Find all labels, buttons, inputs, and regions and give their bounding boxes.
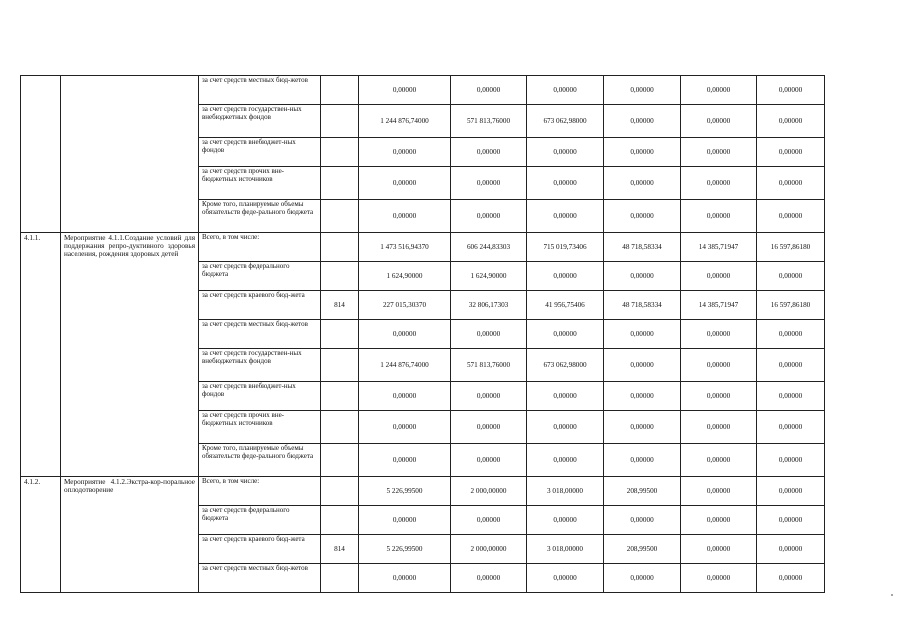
amount-cell-4: 0,00000 (604, 444, 681, 477)
amount-cell-5: 0,00000 (681, 564, 757, 593)
funding-source-cell: за счет средств местных бюд-жетов (199, 76, 321, 105)
amount-cell-2: 571 813,76000 (451, 105, 527, 138)
amount-cell-2: 32 806,17303 (451, 291, 527, 320)
amount-cell-2: 0,00000 (451, 76, 527, 105)
budget-code-cell (321, 262, 359, 291)
amount-cell-1: 1 624,90000 (359, 262, 451, 291)
amount-cell-5: 0,00000 (681, 411, 757, 444)
amount-cell-5: 0,00000 (681, 262, 757, 291)
funding-source-cell: за счет средств местных бюд-жетов (199, 320, 321, 349)
amount-cell-3: 0,00000 (527, 138, 604, 167)
amount-cell-4: 0,00000 (604, 382, 681, 411)
amount-cell-4: 0,00000 (604, 262, 681, 291)
amount-cell-1: 1 244 876,74000 (359, 105, 451, 138)
funding-source-cell: за счет средств краевого бюд-жета (199, 291, 321, 320)
amount-cell-5: 0,00000 (681, 506, 757, 535)
amount-cell-4: 0,00000 (604, 506, 681, 535)
amount-cell-5: 14 385,71947 (681, 233, 757, 262)
measure-index-cell: 4.1.1. (21, 233, 61, 477)
amount-cell-1: 0,00000 (359, 138, 451, 167)
amount-cell-4: 208,99500 (604, 535, 681, 564)
amount-cell-5: 0,00000 (681, 444, 757, 477)
amount-cell-6: 0,00000 (757, 564, 825, 593)
amount-cell-2: 0,00000 (451, 200, 527, 233)
funding-source-cell: Кроме того, планируемые объемы обязательств феде-рального бюджета (199, 444, 321, 477)
amount-cell-1: 0,00000 (359, 167, 451, 200)
table-row (21, 233, 825, 262)
amount-cell-6: 0,00000 (757, 444, 825, 477)
budget-code-cell (321, 477, 359, 506)
funding-source-cell: за счет средств прочих вне-бюджетных источников (199, 167, 321, 200)
amount-cell-5: 0,00000 (681, 167, 757, 200)
amount-cell-5: 0,00000 (681, 477, 757, 506)
funding-source-cell: Кроме того, планируемые объемы обязательств феде-рального бюджета (199, 200, 321, 233)
amount-cell-2: 0,00000 (451, 138, 527, 167)
amount-cell-6: 0,00000 (757, 262, 825, 291)
amount-cell-2: 0,00000 (451, 506, 527, 535)
amount-cell-6: 0,00000 (757, 535, 825, 564)
amount-cell-3: 0,00000 (527, 411, 604, 444)
funding-source-cell: за счет средств федерального бюджета (199, 506, 321, 535)
amount-cell-1: 0,00000 (359, 444, 451, 477)
amount-cell-3: 0,00000 (527, 320, 604, 349)
budget-code-cell (321, 506, 359, 535)
amount-cell-6: 0,00000 (757, 411, 825, 444)
amount-cell-2: 2 000,00000 (451, 535, 527, 564)
budget-code-cell (321, 138, 359, 167)
measure-index-cell: 4.1.2. (21, 477, 61, 593)
amount-cell-1: 5 226,99500 (359, 535, 451, 564)
amount-cell-6: 0,00000 (757, 349, 825, 382)
amount-cell-6: 0,00000 (757, 105, 825, 138)
amount-cell-4: 48 718,58334 (604, 291, 681, 320)
amount-cell-3: 0,00000 (527, 444, 604, 477)
amount-cell-3: 673 062,98000 (527, 349, 604, 382)
amount-cell-3: 673 062,98000 (527, 105, 604, 138)
budget-code-cell (321, 105, 359, 138)
amount-cell-1: 0,00000 (359, 76, 451, 105)
amount-cell-1: 0,00000 (359, 506, 451, 535)
table-row (21, 76, 825, 105)
amount-cell-2: 0,00000 (451, 382, 527, 411)
amount-cell-3: 0,00000 (527, 564, 604, 593)
amount-cell-4: 48 718,58334 (604, 233, 681, 262)
amount-cell-3: 0,00000 (527, 506, 604, 535)
amount-cell-4: 0,00000 (604, 200, 681, 233)
budget-code-cell (321, 76, 359, 105)
measure-name-cell: Мероприятие 4.1.1.Создание условий для поддержания репро-дуктивного здоровья населения, рождения здоровых детей (61, 233, 199, 477)
funding-source-cell: Всего, в том числе: (199, 477, 321, 506)
amount-cell-4: 0,00000 (604, 349, 681, 382)
amount-cell-6: 16 597,86180 (757, 291, 825, 320)
amount-cell-6: 0,00000 (757, 477, 825, 506)
budget-code-cell (321, 564, 359, 593)
budget-code-cell (321, 444, 359, 477)
amount-cell-2: 571 813,76000 (451, 349, 527, 382)
amount-cell-1: 0,00000 (359, 564, 451, 593)
amount-cell-4: 0,00000 (604, 105, 681, 138)
funding-source-cell: за счет средств федерального бюджета (199, 262, 321, 291)
amount-cell-6: 0,00000 (757, 320, 825, 349)
measure-name-cell-continued (61, 76, 199, 233)
amount-cell-5: 0,00000 (681, 138, 757, 167)
amount-cell-3: 0,00000 (527, 167, 604, 200)
amount-cell-2: 0,00000 (451, 167, 527, 200)
amount-cell-3: 0,00000 (527, 76, 604, 105)
amount-cell-1: 0,00000 (359, 200, 451, 233)
amount-cell-2: 0,00000 (451, 320, 527, 349)
amount-cell-2: 0,00000 (451, 411, 527, 444)
amount-cell-5: 0,00000 (681, 320, 757, 349)
amount-cell-3: 3 018,00000 (527, 477, 604, 506)
amount-cell-1: 5 226,99500 (359, 477, 451, 506)
scan-speck (891, 594, 893, 596)
budget-code-cell (321, 349, 359, 382)
amount-cell-4: 0,00000 (604, 76, 681, 105)
funding-source-cell: за счет средств прочих вне-бюджетных источников (199, 411, 321, 444)
budget-code-cell (321, 320, 359, 349)
amount-cell-5: 0,00000 (681, 349, 757, 382)
table-row (21, 477, 825, 506)
funding-source-cell: за счет средств государствен-ных внебюджетных фондов (199, 349, 321, 382)
budget-code-cell (321, 411, 359, 444)
amount-cell-3: 0,00000 (527, 382, 604, 411)
budget-table (20, 75, 825, 593)
amount-cell-1: 227 015,30370 (359, 291, 451, 320)
amount-cell-4: 0,00000 (604, 411, 681, 444)
amount-cell-2: 1 624,90000 (451, 262, 527, 291)
amount-cell-4: 0,00000 (604, 564, 681, 593)
amount-cell-6: 0,00000 (757, 382, 825, 411)
amount-cell-6: 0,00000 (757, 138, 825, 167)
amount-cell-5: 0,00000 (681, 105, 757, 138)
amount-cell-5: 14 385,71947 (681, 291, 757, 320)
amount-cell-5: 0,00000 (681, 200, 757, 233)
funding-source-cell: за счет средств местных бюд-жетов (199, 564, 321, 593)
amount-cell-1: 0,00000 (359, 411, 451, 444)
budget-code-cell (321, 167, 359, 200)
funding-source-cell: за счет средств государствен-ных внебюджетных фондов (199, 105, 321, 138)
amount-cell-2: 0,00000 (451, 444, 527, 477)
amount-cell-4: 0,00000 (604, 167, 681, 200)
amount-cell-6: 0,00000 (757, 167, 825, 200)
amount-cell-2: 0,00000 (451, 564, 527, 593)
funding-source-cell: Всего, в том числе: (199, 233, 321, 262)
amount-cell-3: 0,00000 (527, 262, 604, 291)
amount-cell-2: 2 000,00000 (451, 477, 527, 506)
amount-cell-3: 715 019,73406 (527, 233, 604, 262)
amount-cell-3: 3 018,00000 (527, 535, 604, 564)
amount-cell-1: 0,00000 (359, 382, 451, 411)
amount-cell-4: 0,00000 (604, 138, 681, 167)
budget-code-cell (321, 382, 359, 411)
index-cell-continued (21, 76, 61, 233)
amount-cell-6: 0,00000 (757, 76, 825, 105)
amount-cell-5: 0,00000 (681, 535, 757, 564)
budget-code-cell (321, 200, 359, 233)
amount-cell-3: 41 956,75406 (527, 291, 604, 320)
amount-cell-1: 1 473 516,94370 (359, 233, 451, 262)
amount-cell-1: 0,00000 (359, 320, 451, 349)
amount-cell-1: 1 244 876,74000 (359, 349, 451, 382)
amount-cell-6: 0,00000 (757, 506, 825, 535)
measure-name-cell: Мероприятие 4.1.2.Экстра-кор-поральное оплодотворение (61, 477, 199, 593)
amount-cell-6: 0,00000 (757, 200, 825, 233)
funding-source-cell: за счет средств внебюджет-ных фондов (199, 382, 321, 411)
amount-cell-2: 606 244,83303 (451, 233, 527, 262)
amount-cell-4: 0,00000 (604, 320, 681, 349)
budget-code-cell (321, 233, 359, 262)
amount-cell-3: 0,00000 (527, 200, 604, 233)
budget-code-cell: 814 (321, 291, 359, 320)
funding-source-cell: за счет средств краевого бюд-жета (199, 535, 321, 564)
budget-code-cell: 814 (321, 535, 359, 564)
amount-cell-6: 16 597,86180 (757, 233, 825, 262)
funding-source-cell: за счет средств внебюджет-ных фондов (199, 138, 321, 167)
amount-cell-4: 208,99500 (604, 477, 681, 506)
amount-cell-5: 0,00000 (681, 76, 757, 105)
amount-cell-5: 0,00000 (681, 382, 757, 411)
